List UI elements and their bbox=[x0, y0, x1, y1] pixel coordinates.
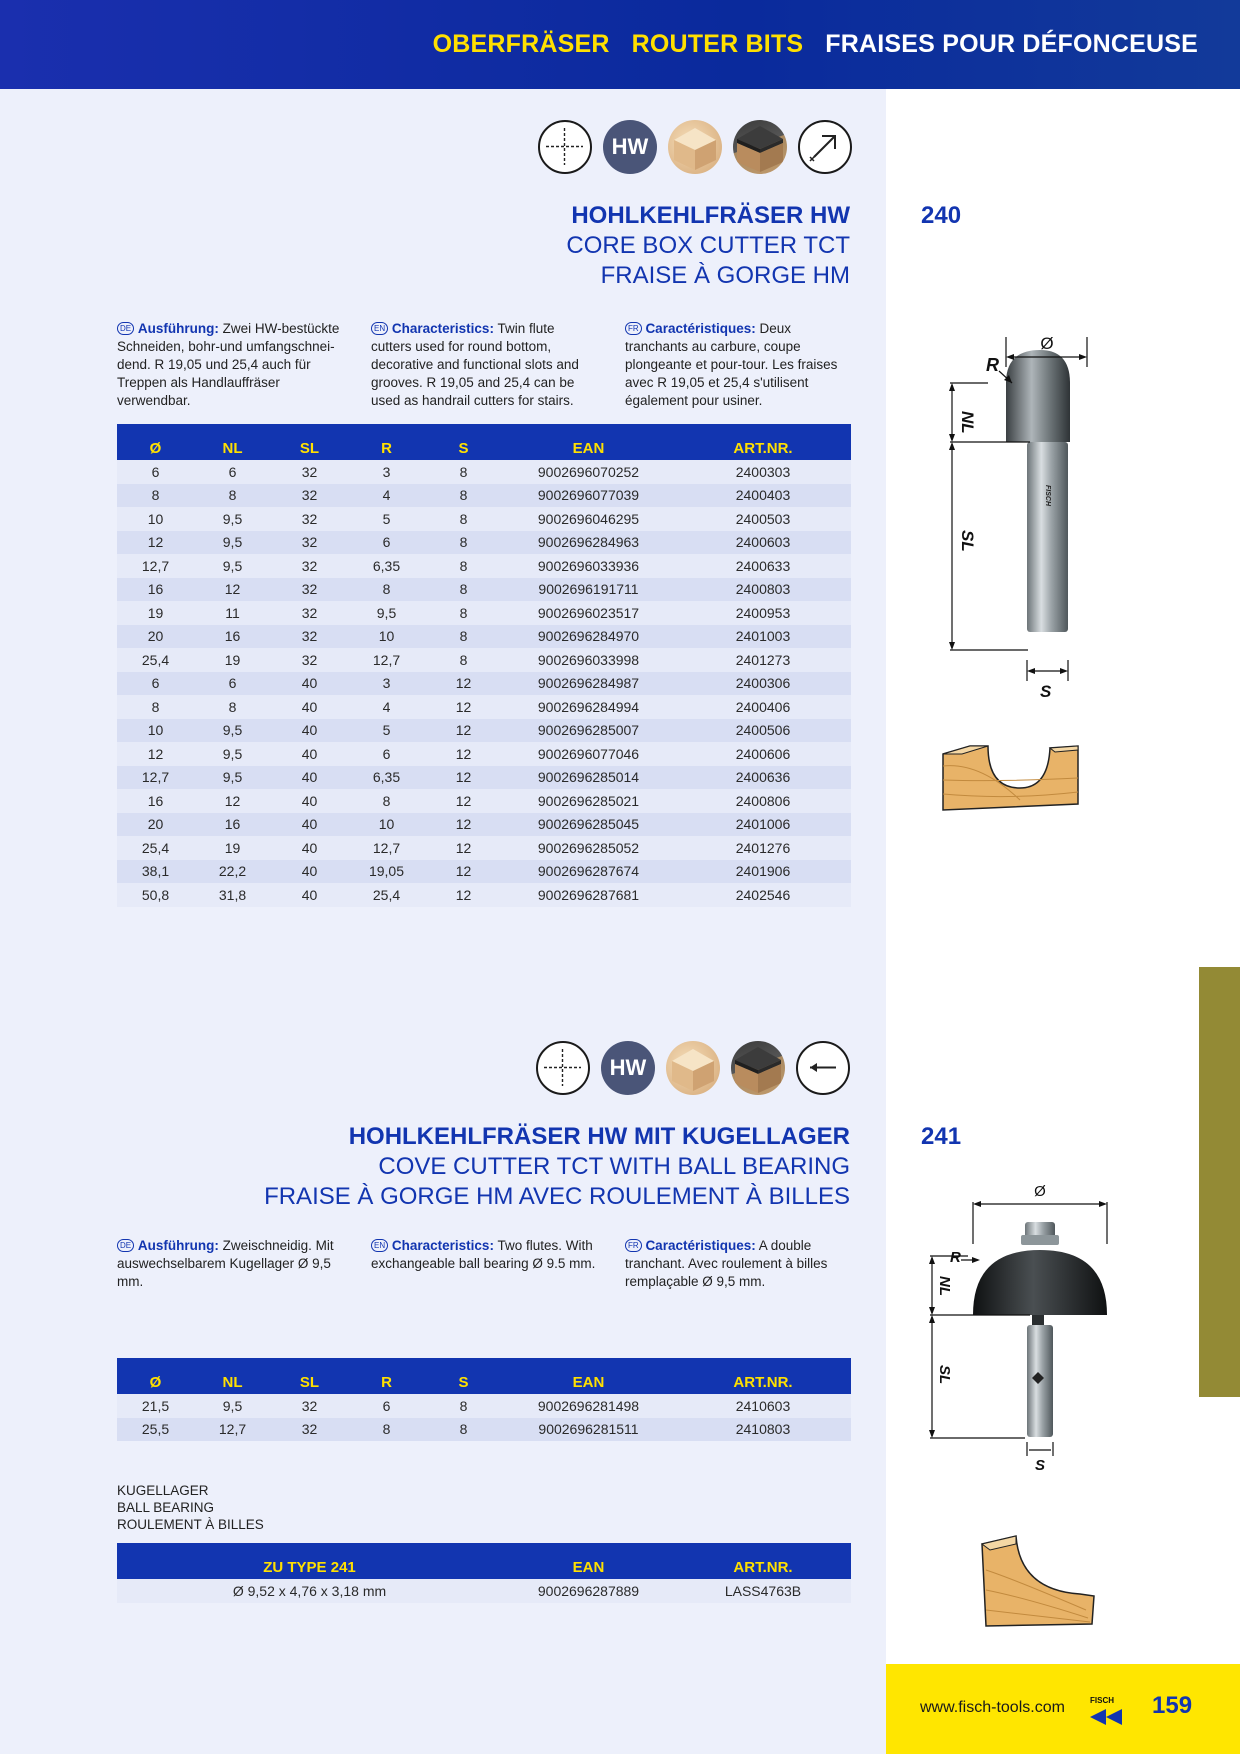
table-cell: 32 bbox=[271, 578, 348, 602]
table-cell: 32 bbox=[271, 554, 348, 578]
table-cell: 40 bbox=[271, 719, 348, 743]
table-cell: 9002696070252 bbox=[502, 460, 675, 484]
table-cell: 21,5 bbox=[117, 1394, 194, 1418]
col-header-r: R bbox=[348, 1358, 425, 1394]
table-cell: 2400953 bbox=[675, 601, 851, 625]
page-header bbox=[0, 0, 1240, 89]
table-cell: 8 bbox=[425, 1418, 502, 1442]
table-cell: 8 bbox=[348, 1418, 425, 1442]
table-cell: 10 bbox=[117, 507, 194, 531]
table-cell: 12 bbox=[425, 813, 502, 837]
softwood-icon bbox=[668, 120, 722, 174]
product-240-desc-en bbox=[371, 320, 596, 410]
table-cell: 8 bbox=[194, 484, 271, 508]
product-241-title bbox=[150, 1122, 850, 1212]
col-header-artnr: ART.NR. bbox=[675, 1543, 851, 1579]
table-row bbox=[117, 507, 851, 531]
col-header-s: S bbox=[425, 1358, 502, 1394]
product-241-icons bbox=[525, 1041, 850, 1095]
table-cell: 25,5 bbox=[117, 1418, 194, 1442]
table-cell: 2410603 bbox=[675, 1394, 851, 1418]
table-cell: 6 bbox=[348, 1394, 425, 1418]
table-cell: 10 bbox=[348, 813, 425, 837]
table-row bbox=[117, 625, 851, 649]
table-cell: 9,5 bbox=[194, 554, 271, 578]
table-cell: 9002696285007 bbox=[502, 719, 675, 743]
table-cell: 40 bbox=[271, 789, 348, 813]
table-cell: 2400803 bbox=[675, 578, 851, 602]
desc-label: Characteristics: bbox=[391, 321, 494, 336]
desc-label: Ausführung: bbox=[137, 1238, 219, 1253]
table-cell: Ø 9,52 x 4,76 x 3,18 mm bbox=[117, 1579, 502, 1603]
hw-carbide-icon: HW bbox=[603, 120, 657, 174]
radius-label: R bbox=[950, 1249, 961, 1266]
product-240-profile-icon bbox=[940, 740, 1082, 812]
center-cross-icon bbox=[536, 1041, 590, 1095]
ball-bearing-label-de: KUGELLAGER bbox=[117, 1483, 209, 1498]
table-cell: 40 bbox=[271, 672, 348, 696]
table-row bbox=[117, 578, 851, 602]
table-cell: 19,05 bbox=[348, 860, 425, 884]
product-241-table-body bbox=[117, 1394, 851, 1441]
col-header-ean: EAN bbox=[502, 424, 675, 460]
table-cell: 9002696285052 bbox=[502, 836, 675, 860]
s-label: S bbox=[1035, 1457, 1046, 1474]
desc-text: A double tranchant. Avec roulement à billes remplaçable Ø 9,5 mm. bbox=[625, 1238, 828, 1289]
table-cell: 12 bbox=[425, 742, 502, 766]
table-row bbox=[117, 836, 851, 860]
product-240-desc-de bbox=[117, 320, 349, 410]
table-row bbox=[117, 789, 851, 813]
product-240-technical-drawing bbox=[930, 325, 1100, 705]
table-cell: 40 bbox=[271, 766, 348, 790]
table-row bbox=[117, 813, 851, 837]
table-row bbox=[117, 531, 851, 555]
table-row bbox=[117, 460, 851, 484]
col-header-artnr: ART.NR. bbox=[675, 424, 851, 460]
desc-text: Deux tranchants au carbure, coupe plongeante et pour-tour. Les fraises avec R 19,05 et 25,4 s'utilisent également pour usiner. bbox=[625, 321, 838, 408]
table-cell: 12 bbox=[425, 695, 502, 719]
table-cell: 16 bbox=[117, 578, 194, 602]
table-cell: 3 bbox=[348, 672, 425, 696]
logo-text: FISCH bbox=[1090, 1696, 1114, 1705]
table-cell: 10 bbox=[117, 719, 194, 743]
table-cell: 2400636 bbox=[675, 766, 851, 790]
table-cell: 32 bbox=[271, 648, 348, 672]
table-cell: 12,7 bbox=[348, 648, 425, 672]
desc-label: Characteristics: bbox=[391, 1238, 494, 1253]
table-cell: 2400306 bbox=[675, 672, 851, 696]
desc-label: Ausführung: bbox=[137, 321, 219, 336]
table-cell: 25,4 bbox=[117, 836, 194, 860]
table-row bbox=[117, 695, 851, 719]
table-cell: 9,5 bbox=[194, 719, 271, 743]
table-cell: 40 bbox=[271, 860, 348, 884]
table-row bbox=[117, 554, 851, 578]
col-header-type: ZU TYPE 241 bbox=[117, 1543, 502, 1579]
table-row bbox=[117, 648, 851, 672]
table-cell: 2400303 bbox=[675, 460, 851, 484]
col-header-ean: EAN bbox=[502, 1543, 675, 1579]
table-cell: 2401906 bbox=[675, 860, 851, 884]
table-cell: 8 bbox=[425, 648, 502, 672]
col-header-nl: NL bbox=[194, 424, 271, 460]
diameter-label: Ø bbox=[1034, 1183, 1046, 1200]
table-cell: 8 bbox=[425, 484, 502, 508]
table-cell: 31,8 bbox=[194, 883, 271, 907]
table-cell: 2402546 bbox=[675, 883, 851, 907]
product-241-title-fr: FRAISE À GORGE HM AVEC ROULEMENT À BILLES bbox=[264, 1183, 850, 1210]
table-cell: 32 bbox=[271, 601, 348, 625]
table-cell: 2400806 bbox=[675, 789, 851, 813]
table-cell: 32 bbox=[271, 507, 348, 531]
col-header-nl: NL bbox=[194, 1358, 271, 1394]
diameter-label: Ø bbox=[1040, 334, 1054, 353]
chapter-side-tab[interactable] bbox=[1199, 967, 1240, 1397]
radius-label: R bbox=[986, 355, 999, 375]
nl-label: NL bbox=[936, 1276, 953, 1296]
table-row bbox=[117, 719, 851, 743]
table-cell: 32 bbox=[271, 1394, 348, 1418]
table-header-row bbox=[117, 1358, 851, 1394]
product-240-icons bbox=[527, 120, 852, 174]
product-241-desc-en bbox=[371, 1237, 596, 1273]
table-cell: 32 bbox=[271, 531, 348, 555]
table-row bbox=[117, 484, 851, 508]
table-cell: 32 bbox=[271, 1418, 348, 1442]
col-header-r: R bbox=[348, 424, 425, 460]
product-241-profile-icon bbox=[976, 1530, 1096, 1630]
table-cell: 9,5 bbox=[348, 601, 425, 625]
table-cell: 8 bbox=[425, 1394, 502, 1418]
sl-label: SL bbox=[936, 1365, 953, 1385]
table-cell: 2401276 bbox=[675, 836, 851, 860]
table-cell: 12,7 bbox=[117, 554, 194, 578]
table-row bbox=[117, 1418, 851, 1442]
footer-bar bbox=[886, 1664, 1240, 1754]
table-cell: 9002696287681 bbox=[502, 883, 675, 907]
table-cell: 9002696191711 bbox=[502, 578, 675, 602]
table-cell: 12 bbox=[425, 719, 502, 743]
product-241-desc-fr bbox=[625, 1237, 855, 1291]
table-cell: 2401003 bbox=[675, 625, 851, 649]
table-cell: 9002696285045 bbox=[502, 813, 675, 837]
table-cell: 6 bbox=[348, 531, 425, 555]
ball-bearing-table-body bbox=[117, 1579, 851, 1603]
table-cell: 40 bbox=[271, 742, 348, 766]
table-cell: 12,7 bbox=[348, 836, 425, 860]
table-cell: 2400603 bbox=[675, 531, 851, 555]
table-cell: 40 bbox=[271, 813, 348, 837]
table-cell: 12,7 bbox=[117, 766, 194, 790]
table-row bbox=[117, 1394, 851, 1418]
table-cell: 2400503 bbox=[675, 507, 851, 531]
table-cell: 16 bbox=[194, 625, 271, 649]
table-cell: 9002696281498 bbox=[502, 1394, 675, 1418]
header-title-de: OBERFRÄSER bbox=[432, 30, 610, 58]
product-240-number: 240 bbox=[921, 202, 962, 229]
table-cell: 19 bbox=[194, 836, 271, 860]
table-row bbox=[117, 883, 851, 907]
product-241-title-de: HOHLKEHLFRÄSER HW MIT KUGELLAGER bbox=[348, 1123, 850, 1150]
fisch-logo-icon bbox=[1088, 1692, 1128, 1728]
side-feed-icon bbox=[796, 1041, 850, 1095]
col-header-s: S bbox=[425, 424, 502, 460]
product-240-desc-fr bbox=[625, 320, 855, 410]
table-row bbox=[117, 672, 851, 696]
ball-bearing-label-fr: ROULEMENT À BILLES bbox=[117, 1517, 264, 1532]
table-cell: 8 bbox=[348, 789, 425, 813]
table-cell: 5 bbox=[348, 719, 425, 743]
table-row bbox=[117, 1579, 851, 1603]
product-241-technical-drawing bbox=[920, 1180, 1120, 1480]
website-link[interactable]: www.fisch-tools.com bbox=[920, 1699, 1065, 1716]
table-cell: 2400406 bbox=[675, 695, 851, 719]
desc-text: Zweischneidig. Mit auswechselbarem Kugellager Ø 9,5 mm. bbox=[117, 1238, 334, 1289]
table-cell: 5 bbox=[348, 507, 425, 531]
col-header-artnr: ART.NR. bbox=[675, 1358, 851, 1394]
sl-label: SL bbox=[958, 530, 977, 552]
table-cell: 9002696077046 bbox=[502, 742, 675, 766]
table-cell: 22,2 bbox=[194, 860, 271, 884]
table-cell: 20 bbox=[117, 625, 194, 649]
table-cell: 11 bbox=[194, 601, 271, 625]
product-240-title-en: CORE BOX CUTTER TCT bbox=[566, 232, 850, 259]
laminate-board-icon bbox=[733, 120, 787, 174]
table-cell: 9,5 bbox=[194, 507, 271, 531]
table-cell: 9002696033998 bbox=[502, 648, 675, 672]
col-header-sl: SL bbox=[271, 424, 348, 460]
hw-carbide-icon: HW bbox=[601, 1041, 655, 1095]
lang-badge-fr: FR bbox=[625, 1239, 642, 1252]
table-cell: 6,35 bbox=[348, 554, 425, 578]
table-cell: 9002696284970 bbox=[502, 625, 675, 649]
table-cell: 2401273 bbox=[675, 648, 851, 672]
table-cell: 3 bbox=[348, 460, 425, 484]
table-cell: 9002696046295 bbox=[502, 507, 675, 531]
table-cell: 9,5 bbox=[194, 1394, 271, 1418]
product-241-number: 241 bbox=[921, 1123, 962, 1150]
desc-text: Two flutes. With exchangeable ball bearing Ø 9.5 mm. bbox=[371, 1238, 596, 1271]
table-cell: 9002696284963 bbox=[502, 531, 675, 555]
table-cell: 12,7 bbox=[194, 1418, 271, 1442]
laminate-board-icon bbox=[731, 1041, 785, 1095]
table-cell: 9002696033936 bbox=[502, 554, 675, 578]
desc-text: Zwei HW-bestückte Schneiden, bohr-und umfangschnei-dend. R 19,05 und 25,4 auch für Treppen als Handlauffräser verwendbar. bbox=[117, 321, 340, 408]
table-cell: 8 bbox=[425, 554, 502, 578]
table-cell: 9002696287889 bbox=[502, 1579, 675, 1603]
table-cell: 2400403 bbox=[675, 484, 851, 508]
table-cell: 16 bbox=[117, 789, 194, 813]
table-cell: 16 bbox=[194, 813, 271, 837]
table-cell: 6 bbox=[194, 460, 271, 484]
table-cell: 25,4 bbox=[117, 648, 194, 672]
lang-badge-fr: FR bbox=[625, 322, 642, 335]
table-cell: 9,5 bbox=[194, 766, 271, 790]
table-cell: 50,8 bbox=[117, 883, 194, 907]
table-cell: 12 bbox=[194, 578, 271, 602]
ball-bearing-table bbox=[117, 1543, 851, 1603]
table-cell: 12 bbox=[117, 531, 194, 555]
table-cell: 12 bbox=[117, 742, 194, 766]
table-header-row bbox=[117, 1543, 851, 1579]
table-cell: 40 bbox=[271, 695, 348, 719]
table-cell: 9,5 bbox=[194, 742, 271, 766]
table-cell: 12 bbox=[425, 766, 502, 790]
col-header-ean: EAN bbox=[502, 1358, 675, 1394]
desc-label: Caractéristiques: bbox=[645, 1238, 756, 1253]
table-cell: 32 bbox=[271, 625, 348, 649]
table-cell: 32 bbox=[271, 484, 348, 508]
table-cell: 8 bbox=[425, 601, 502, 625]
table-cell: 4 bbox=[348, 484, 425, 508]
table-cell: 8 bbox=[425, 460, 502, 484]
table-cell: 12 bbox=[425, 860, 502, 884]
table-cell: 40 bbox=[271, 883, 348, 907]
table-row bbox=[117, 601, 851, 625]
col-header-diameter: Ø bbox=[117, 424, 194, 460]
table-cell: 38,1 bbox=[117, 860, 194, 884]
page-number: 159 bbox=[1152, 1692, 1193, 1719]
diagonal-feed-icon bbox=[798, 120, 852, 174]
product-241-title-en: COVE CUTTER TCT WITH BALL BEARING bbox=[378, 1153, 850, 1180]
table-cell: 12 bbox=[425, 672, 502, 696]
product-241-table bbox=[117, 1358, 851, 1441]
table-cell: 6 bbox=[117, 672, 194, 696]
table-cell: 20 bbox=[117, 813, 194, 837]
header-title-fr: FRAISES POUR DÉFONCEUSE bbox=[825, 30, 1198, 58]
lang-badge-de: DE bbox=[117, 1239, 134, 1252]
table-cell: 9,5 bbox=[194, 531, 271, 555]
desc-text: Twin flute cutters used for round bottom, decorative and functional slots and grooves. R 19,05 and 25,4 can be used as handrail cutters for stairs. bbox=[371, 321, 579, 408]
table-cell: 8 bbox=[425, 578, 502, 602]
table-cell: 32 bbox=[271, 460, 348, 484]
table-cell: 19 bbox=[117, 601, 194, 625]
table-cell: 9002696284994 bbox=[502, 695, 675, 719]
table-cell: 6 bbox=[117, 460, 194, 484]
table-cell: 12 bbox=[194, 789, 271, 813]
table-cell: 19 bbox=[194, 648, 271, 672]
table-cell: 8 bbox=[117, 695, 194, 719]
table-cell: 9002696287674 bbox=[502, 860, 675, 884]
lang-badge-de: DE bbox=[117, 322, 134, 335]
table-cell: 8 bbox=[425, 531, 502, 555]
table-cell: 12 bbox=[425, 836, 502, 860]
table-cell: 10 bbox=[348, 625, 425, 649]
table-cell: 2400606 bbox=[675, 742, 851, 766]
table-cell: 9002696285014 bbox=[502, 766, 675, 790]
center-cross-icon bbox=[538, 120, 592, 174]
table-cell: 4 bbox=[348, 695, 425, 719]
header-title-en: ROUTER BITS bbox=[631, 30, 804, 58]
col-header-diameter: Ø bbox=[117, 1358, 194, 1394]
product-240-title bbox=[370, 201, 850, 291]
table-cell: 2400633 bbox=[675, 554, 851, 578]
lang-badge-en: EN bbox=[371, 1239, 388, 1252]
table-cell: 8 bbox=[117, 484, 194, 508]
table-cell: 8 bbox=[194, 695, 271, 719]
table-cell: LASS4763B bbox=[675, 1579, 851, 1603]
table-cell: 25,4 bbox=[348, 883, 425, 907]
ball-bearing-label bbox=[117, 1482, 264, 1533]
table-cell: 9002696023517 bbox=[502, 601, 675, 625]
table-row bbox=[117, 742, 851, 766]
table-cell: 2410803 bbox=[675, 1418, 851, 1442]
table-row bbox=[117, 860, 851, 884]
table-cell: 2400506 bbox=[675, 719, 851, 743]
product-240-table bbox=[117, 424, 851, 907]
product-240-table-body bbox=[117, 460, 851, 907]
table-cell: 9002696077039 bbox=[502, 484, 675, 508]
product-241-desc-de bbox=[117, 1237, 349, 1291]
table-cell: 12 bbox=[425, 883, 502, 907]
table-cell: 9002696285021 bbox=[502, 789, 675, 813]
table-cell: 6 bbox=[348, 742, 425, 766]
table-cell: 8 bbox=[348, 578, 425, 602]
product-240-title-fr: FRAISE À GORGE HM bbox=[600, 262, 850, 289]
table-cell: 8 bbox=[425, 625, 502, 649]
s-label: S bbox=[1040, 682, 1052, 701]
table-cell: 2401006 bbox=[675, 813, 851, 837]
table-cell: 9002696284987 bbox=[502, 672, 675, 696]
shank-brand-text: FISCH bbox=[1044, 485, 1051, 506]
desc-label: Caractéristiques: bbox=[645, 321, 756, 336]
ball-bearing-label-en: BALL BEARING bbox=[117, 1500, 215, 1515]
table-cell: 6 bbox=[194, 672, 271, 696]
softwood-icon bbox=[666, 1041, 720, 1095]
table-cell: 9002696281511 bbox=[502, 1418, 675, 1442]
col-header-sl: SL bbox=[271, 1358, 348, 1394]
product-240-title-de: HOHLKEHLFRÄSER HW bbox=[571, 202, 850, 229]
table-header-row bbox=[117, 424, 851, 460]
table-row bbox=[117, 766, 851, 790]
table-cell: 12 bbox=[425, 789, 502, 813]
lang-badge-en: EN bbox=[371, 322, 388, 335]
nl-label: NL bbox=[958, 411, 977, 434]
table-cell: 40 bbox=[271, 836, 348, 860]
table-cell: 6,35 bbox=[348, 766, 425, 790]
table-cell: 8 bbox=[425, 507, 502, 531]
